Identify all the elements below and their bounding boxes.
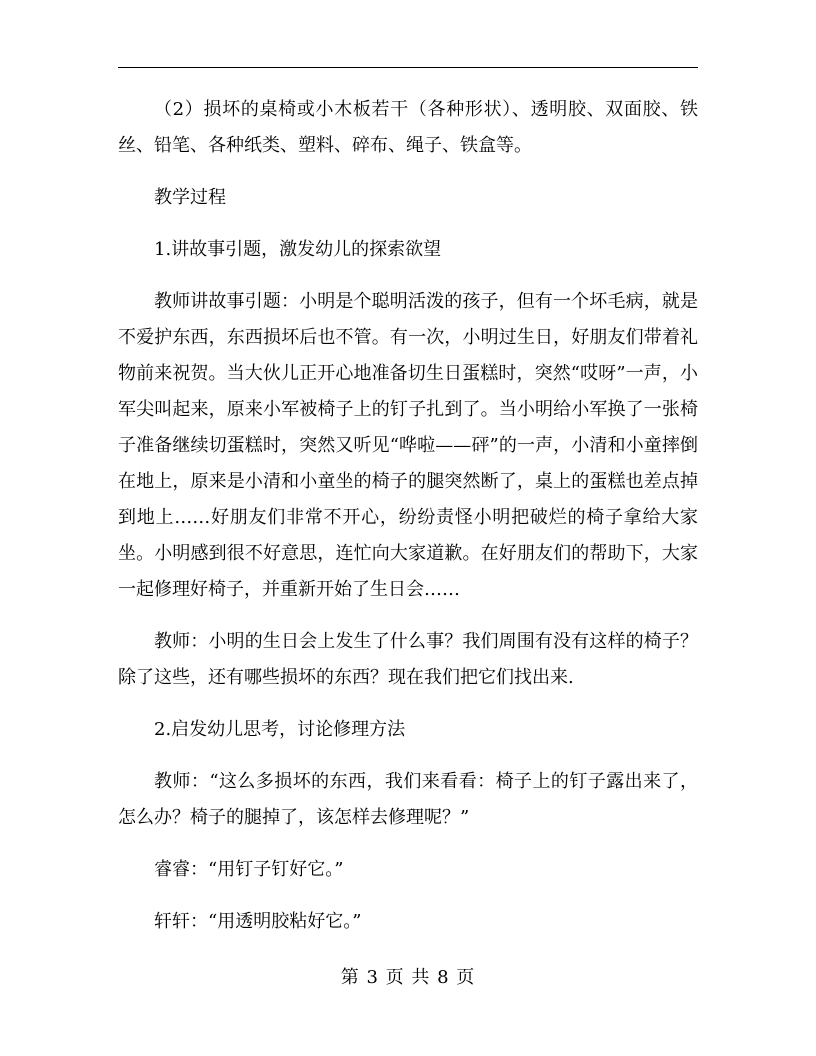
- story-paragraph: 教师讲故事引题：小明是个聪明活泼的孩子，但有一个坏毛病，就是不爱护东西，东西损坏后也不管。有一次，小明过生日，好朋友们带着礼物前来祝贺。当大伙儿正开心地准备切生日蛋糕时，突然“哎呀”一声，小军尖叫起来，原来小军被椅子上的钉子扎到了。当小明给小军换了一张椅子准备继续切蛋糕时，突然又听见“哗啦——砰”的一声，小清和小童摔倒在地上，原来是小清和小童坐的椅子的腿突然断了，桌上的蛋糕也差点掉到地上……好朋友们非常不开心，纷纷责怪小明把破烂的椅子拿给大家坐。小明感到很不好意思，连忙向大家道歉。在好朋友们的帮助下，大家一起修理好椅子，并重新开始了生日会……: [118, 291, 698, 600]
- teacher-question-paragraph: 教师：小明的生日会上发生了什么事？我们周围有没有这样的椅子？除了这些，还有哪些损坏的东西？现在我们把它们找出来.: [118, 631, 698, 688]
- child-answer-ruirui: 睿睿：“用钉子钉好它。”: [154, 859, 344, 880]
- step-2-heading: 2.启发幼儿思考，讨论修理方法: [154, 719, 406, 740]
- step-1-heading: 1.讲故事引题，激发幼儿的探索欲望: [154, 239, 442, 260]
- materials-paragraph: （2）损坏的桌椅或小木板若干（各种形状）、透明胶、双面胶、铁丝、铅笔、各种纸类、塑料、碎布、绳子、铁盒等。: [118, 99, 698, 156]
- page-footer: 第 3 页 共 8 页: [340, 967, 476, 988]
- child-answer-xuanxuan: 轩轩：“用透明胶粘好它。”: [154, 911, 362, 932]
- teacher-prompt-paragraph: 教师：“这么多损坏的东西，我们来看看：椅子上的钉子露出来了，怎么办？椅子的腿掉了，该怎样去修理呢？”: [118, 771, 698, 828]
- section-heading-teaching-process: 教学过程: [154, 187, 226, 208]
- header-rule: [118, 67, 698, 68]
- document-body: [118, 92, 698, 956]
